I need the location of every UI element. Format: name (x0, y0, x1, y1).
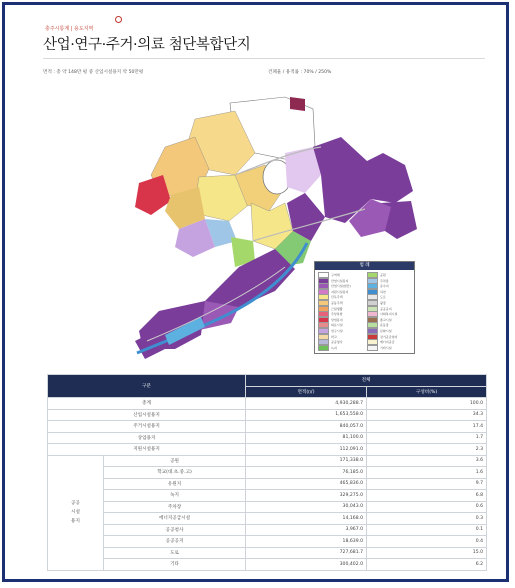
legend-item (367, 311, 415, 316)
row-ratio: 34.3 (367, 409, 487, 421)
row-area: 171,338.0 (246, 455, 367, 467)
legend-item (367, 306, 415, 311)
legend-item (318, 345, 366, 350)
header-category: 구분 (48, 375, 246, 398)
row-ratio: 0.6 (367, 501, 487, 513)
legend-item (367, 345, 415, 350)
legend-label: 도로 (380, 295, 386, 300)
row-ratio: 0.1 (367, 524, 487, 536)
row-area: 81,100.0 (246, 432, 367, 444)
legend-item (318, 339, 366, 344)
group-label-line: 시설 (71, 510, 80, 515)
table-row (48, 501, 487, 513)
row-area: 329,275.0 (246, 490, 367, 502)
legend-item (318, 278, 366, 283)
row-label: 유원지 (104, 478, 246, 490)
title-divider (43, 58, 485, 59)
legend-label: 공공청사 (331, 340, 343, 345)
legend-item (367, 283, 415, 288)
legend-item (367, 300, 415, 305)
land-use-table (47, 374, 487, 571)
row-label: 에너지공급시설 (104, 513, 246, 525)
legend-item (318, 328, 366, 333)
table-row (48, 490, 487, 502)
table-row (48, 559, 487, 571)
legend-item (318, 306, 366, 311)
legend-label: 산업시설용지 (331, 278, 349, 283)
legend-label: 광장 (380, 301, 386, 305)
table-row (48, 421, 487, 433)
legend-label: 의료시설 (331, 323, 343, 328)
row-area: 1,653,558.0 (246, 409, 367, 421)
table-row (48, 398, 487, 410)
row-area: 76,185.0 (246, 467, 367, 479)
row-ratio: 9.7 (367, 478, 487, 490)
group-label-line: 용지 (71, 519, 80, 524)
row-ratio: 1.6 (367, 467, 487, 479)
document-frame (2, 2, 509, 582)
row-area: 727,681.7 (246, 547, 367, 559)
row-ratio: 6.8 (367, 490, 487, 502)
row-label: 녹지 (104, 490, 246, 502)
row-label: 지원시설용지 (48, 444, 246, 456)
map-legend (314, 261, 415, 354)
table-row (48, 432, 487, 444)
legend-item (318, 311, 366, 316)
row-area: 30,043.0 (246, 501, 367, 513)
legend-label: 주차장 (380, 278, 389, 283)
row-label: 상업용지 (48, 432, 246, 444)
table-row (48, 467, 487, 479)
row-label: 주거시설용지 (48, 421, 246, 433)
table-row (48, 536, 487, 548)
header-ratio: 구성비(%) (367, 386, 487, 398)
row-ratio: 6.2 (367, 559, 487, 571)
legend-label: 녹지 (331, 345, 337, 350)
table-row (48, 524, 487, 536)
legend-item (367, 322, 415, 327)
legend-label: 학교 (331, 334, 337, 339)
legend-label: 상업용지 (331, 317, 343, 322)
legend-label: 구역계 (331, 273, 340, 277)
legend-label: 공원 (380, 273, 386, 277)
row-area: 465,836.0 (246, 478, 367, 490)
legend-swatch (318, 345, 329, 351)
row-area: 14,168.0 (246, 513, 367, 525)
row-ratio: 17.4 (367, 421, 487, 433)
table-row (48, 478, 487, 490)
table-row (48, 444, 487, 456)
legend-label: 주상복합 (331, 312, 343, 317)
legend-label: 공동주택 (331, 301, 343, 305)
table-row (48, 409, 487, 421)
legend-label: 에너지공급 (380, 340, 395, 345)
row-area: 18,639.0 (246, 536, 367, 548)
legend-label: 문화시설 (380, 329, 392, 333)
header-total: 전체 (246, 375, 487, 387)
table-row (48, 547, 487, 559)
legend-item (318, 283, 366, 288)
row-label: 공원 (104, 455, 246, 467)
legend-item (318, 322, 366, 327)
legend-label: 전기공급설비 (380, 334, 398, 339)
table-body (48, 398, 487, 571)
row-ratio: 15.0 (367, 547, 487, 559)
legend-item (367, 289, 415, 294)
legend-item (367, 334, 415, 339)
legend-label: 사회복지시설 (380, 312, 398, 317)
circle-icon (115, 16, 122, 23)
row-ratio: 3.6 (367, 455, 487, 467)
row-ratio: 2.3 (367, 444, 487, 456)
legend-item (318, 334, 366, 339)
row-ratio: 100.0 (367, 398, 487, 410)
legend-item (367, 339, 415, 344)
legend-item (367, 317, 415, 322)
row-label: 산업시설용지 (48, 409, 246, 421)
row-label: 공공공지 (104, 536, 246, 548)
legend-label: 종교시설 (380, 317, 392, 322)
row-ratio: 0.4 (367, 536, 487, 548)
coverage-info: 건폐율 / 용적률 : 70% / 250% (268, 70, 332, 75)
page-title: 산업·연구·주거·의료 첨단복합단지 (43, 37, 251, 53)
table-row (48, 455, 487, 467)
legend-title: 범 례 (315, 262, 414, 270)
legend-label: 연구시설 (331, 329, 343, 333)
legend-items (315, 270, 414, 353)
row-label: 학교(대.초.중.고) (104, 467, 246, 479)
row-label: 공공청사 (104, 524, 246, 536)
legend-item (367, 294, 415, 299)
legend-item (318, 317, 366, 322)
row-area: 3,967.0 (246, 524, 367, 536)
legend-item (318, 272, 366, 277)
legend-item (367, 278, 415, 283)
legend-label: 공공공지 (380, 306, 392, 311)
row-ratio: 0.3 (367, 513, 487, 525)
row-label: 도로 (104, 547, 246, 559)
header-area: 면적(㎡) (246, 386, 367, 398)
legend-label: 근린생활 (331, 306, 343, 311)
legend-label: 운동장 (380, 323, 389, 328)
row-label: 기타 (104, 559, 246, 571)
row-label: 총계 (48, 398, 246, 410)
row-area: 4,930,288.7 (246, 398, 367, 410)
table-row (48, 513, 487, 525)
legend-label: 산업시설(첨단) (331, 284, 351, 289)
legend-item (367, 328, 415, 333)
legend-swatch (367, 345, 378, 351)
legend-label: 단독주택 (331, 295, 343, 300)
group-label (48, 455, 104, 570)
legend-item (318, 289, 366, 294)
legend-label: 하천 (380, 289, 386, 294)
group-label-line: 공공 (71, 501, 80, 506)
area-info: 면적 : 총 약 148만 평 중 산업시설용지 약 50만평 (43, 70, 144, 75)
section-tag: 충주시통계 | 용도지역 (45, 26, 94, 32)
row-ratio: 1.7 (367, 432, 487, 444)
legend-label: 기타시설 (380, 345, 392, 350)
row-area: 300,402.0 (246, 559, 367, 571)
row-area: 840,057.0 (246, 421, 367, 433)
row-area: 112,091.0 (246, 444, 367, 456)
row-label: 주차장 (104, 501, 246, 513)
legend-label: 지원시설용지 (331, 289, 349, 294)
legend-item (367, 272, 415, 277)
legend-item (318, 300, 366, 305)
legend-item (318, 294, 366, 299)
legend-label: 유수지 (380, 284, 389, 289)
